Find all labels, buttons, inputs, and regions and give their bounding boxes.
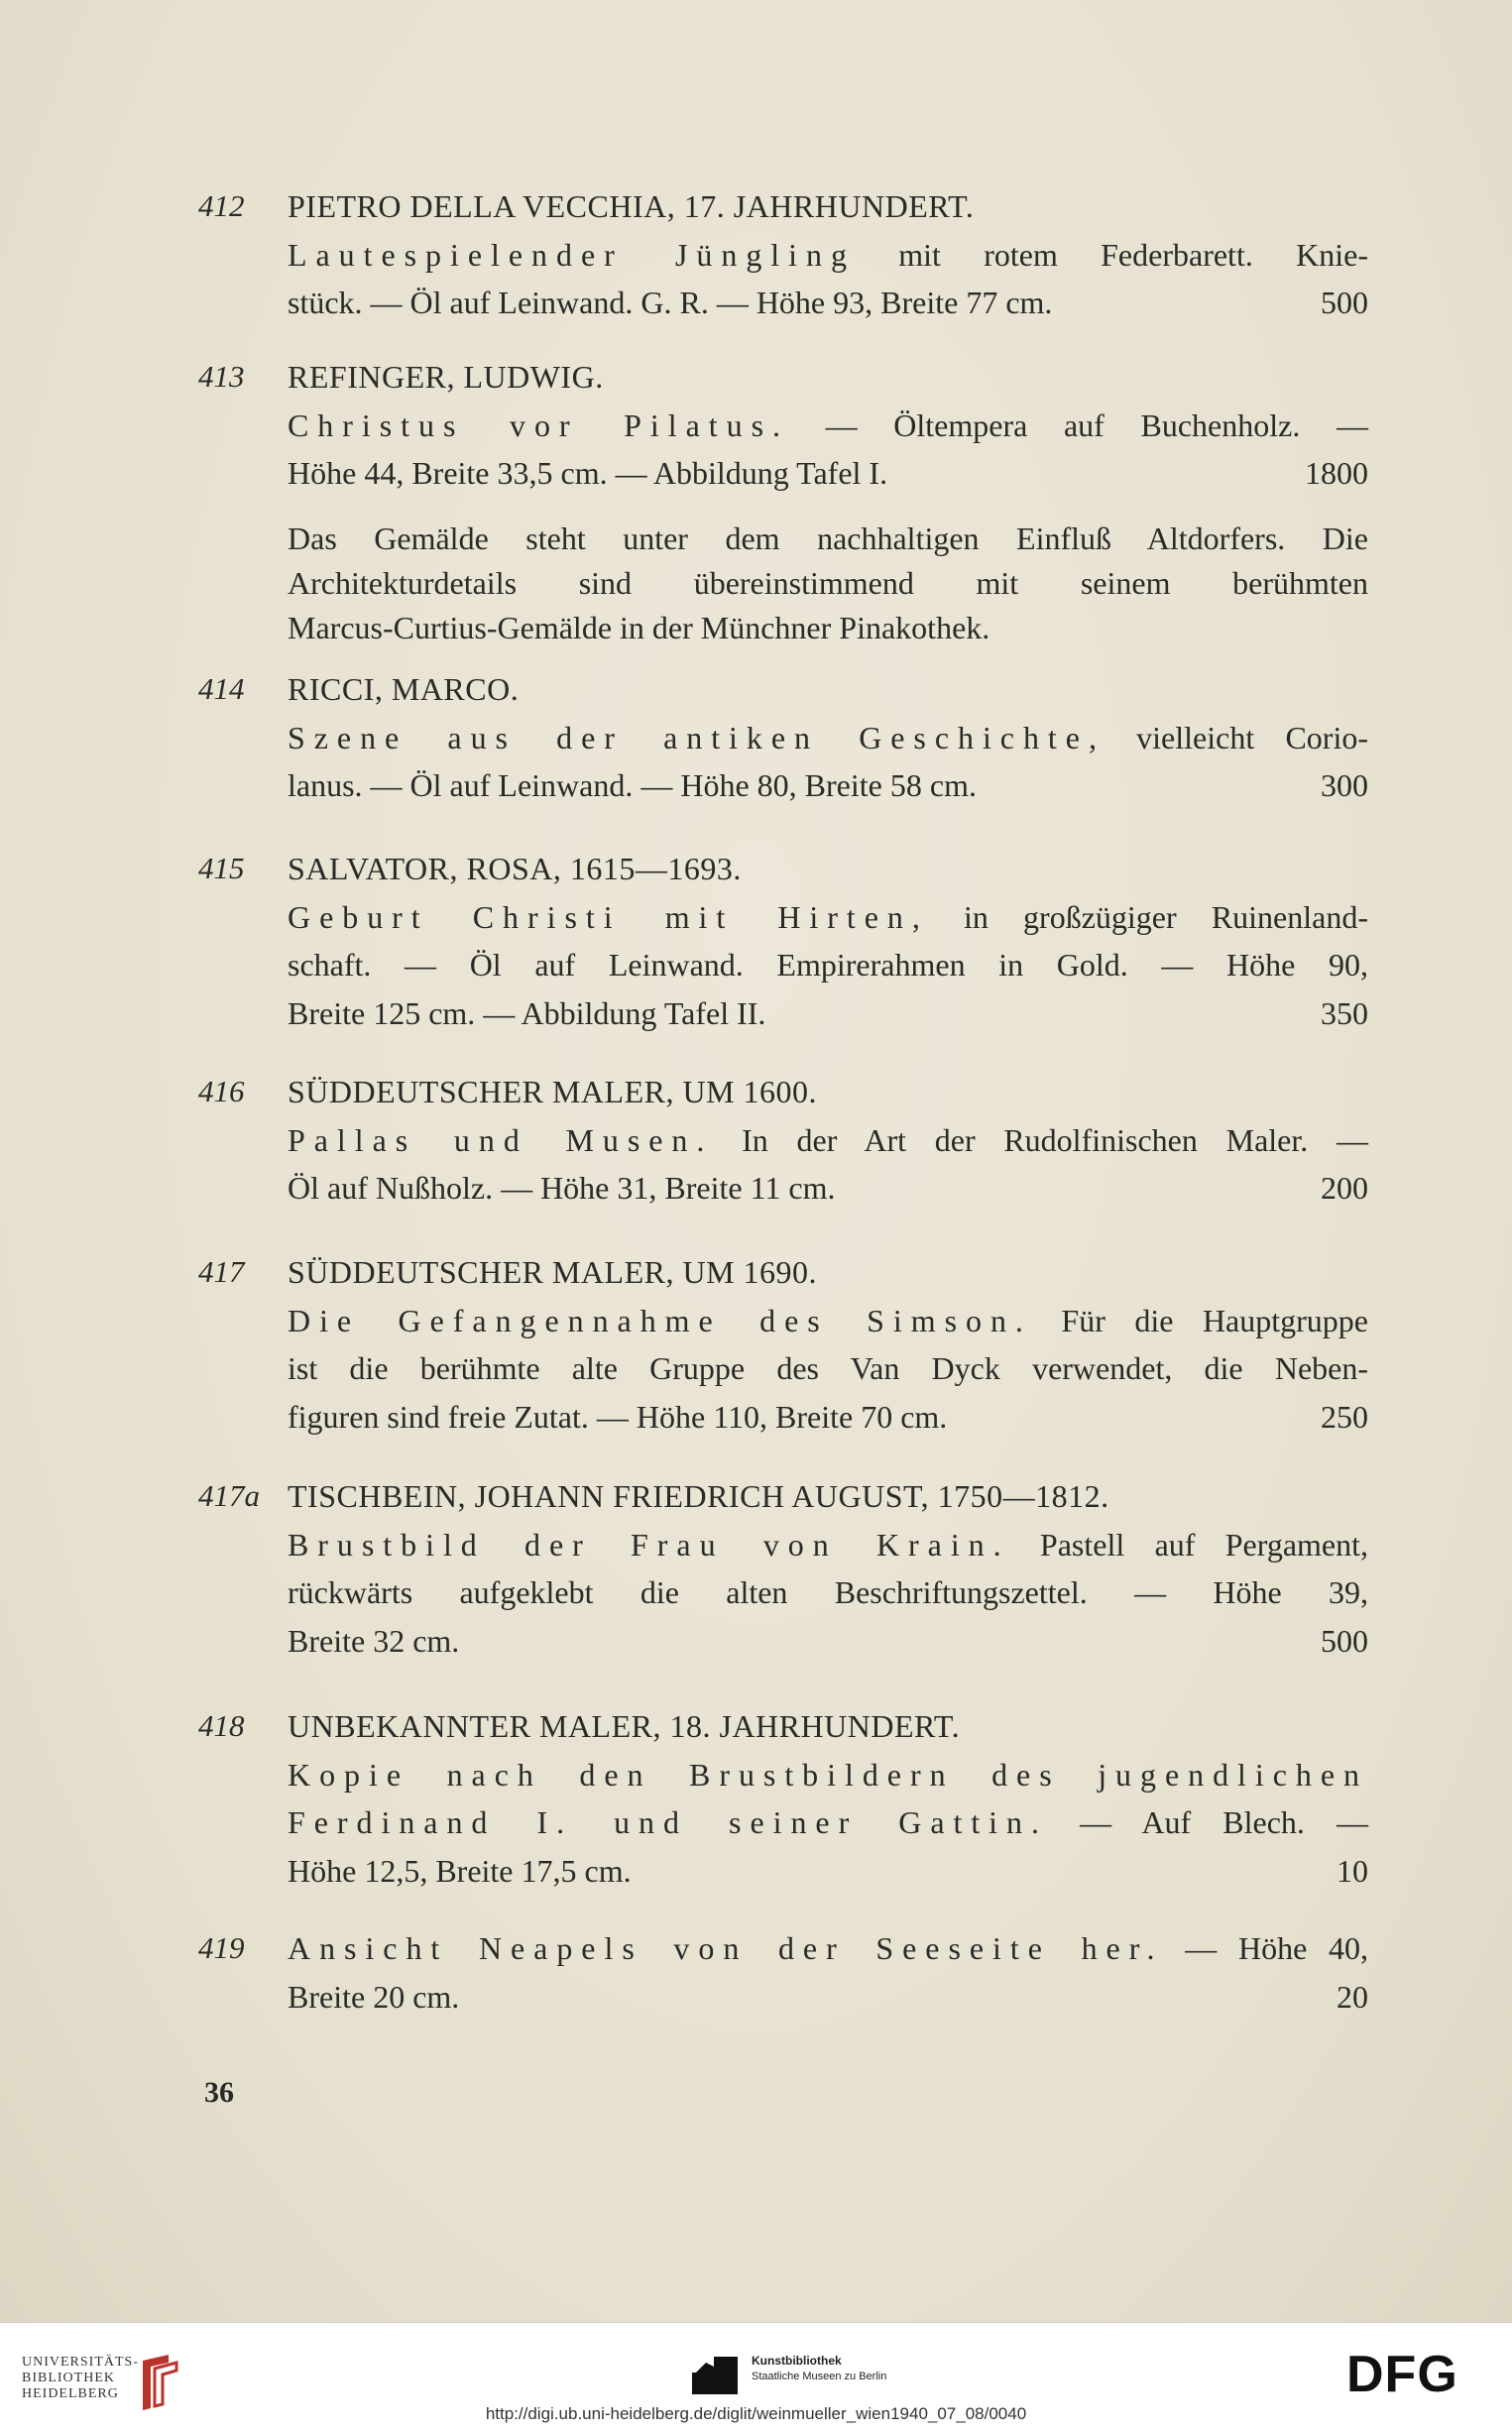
entry-note: [288, 517, 1368, 650]
description-line: [288, 989, 1368, 1038]
artist-heading: SÜDDEUTSCHER MALER, UM 1690.: [288, 1254, 818, 1290]
description-line: [288, 714, 1368, 762]
lot-number: 418: [198, 1708, 245, 1743]
description-text: In der Art der Rudolfinischen Maler. —: [713, 1121, 1368, 1158]
description-text: mit rotem Federbarett. Knie-: [855, 236, 1368, 273]
description-line: [288, 279, 1368, 327]
dfg-logo: DFG: [1346, 2346, 1458, 2403]
description-text: — Öltempera auf Buchenholz. —: [788, 406, 1368, 443]
artwork-title: Ferdinand I. und seiner Gattin.: [288, 1804, 1048, 1840]
description-line: [288, 1297, 1368, 1345]
description-text: — Höhe 40,: [1163, 1930, 1368, 1966]
note-line: Architekturdetails sind übereinstimmend mit seinem berühmten: [288, 565, 1368, 601]
artwork-title: Pallas und Musen.: [288, 1121, 714, 1158]
kunstbibliothek-logo-icon: [692, 2351, 740, 2394]
description-text: Höhe 12,5, Breite 17,5 cm.: [288, 1852, 632, 1889]
description-line: [288, 893, 1368, 942]
description-line: rückwärts aufgeklebt die alten Beschriftungszettel. — Höhe 39,: [288, 1574, 1368, 1610]
artwork-title: Ansicht Neapels von der Seeseite her.: [288, 1930, 1164, 1966]
price: 1800: [1305, 455, 1368, 491]
artwork-title: Szene aus der antiken Geschichte,: [288, 719, 1105, 755]
description-line: [288, 1924, 1368, 1973]
kunstbibliothek-title: Kunstbibliothek: [752, 2354, 842, 2368]
artwork-title: Christus vor Pilatus.: [288, 406, 789, 443]
description-text: stück. — Öl auf Leinwand. G. R. — Höhe 93, Breite 77 cm.: [288, 285, 1053, 320]
artist-heading: SALVATOR, ROSA, 1615—1693.: [288, 851, 742, 886]
price: 20: [1337, 1978, 1368, 2015]
description-line: [288, 1617, 1368, 1666]
description-line: [288, 1116, 1368, 1165]
library-name-line: BIBLIOTHEK: [22, 2371, 115, 2385]
artist-heading: RICCI, MARCO.: [288, 671, 520, 707]
description-line: [288, 449, 1368, 498]
price: 500: [1321, 1622, 1368, 1659]
artist-heading: TISCHBEIN, JOHANN FRIEDRICH AUGUST, 1750—1812.: [288, 1478, 1109, 1514]
kunstbibliothek-subtitle: Staatliche Museen zu Berlin: [752, 2371, 887, 2382]
description-line: [288, 1798, 1368, 1847]
artist-heading: UNBEKANNTER MALER, 18. JAHRHUNDERT.: [288, 1708, 961, 1744]
library-name-line: UNIVERSITÄTS-: [22, 2355, 139, 2370]
note-line: Marcus-Curtius-Gemälde in der Münchner Pinakothek.: [288, 610, 990, 645]
source-url-link[interactable]: http://digi.ub.uni-heidelberg.de/diglit/weinmueller_wien1940_07_08/0040: [485, 2404, 1027, 2423]
description-text: Öl auf Nußholz. — Höhe 31, Breite 11 cm.: [288, 1170, 836, 1206]
lot-number: 417a: [198, 1478, 260, 1513]
artwork-title: Die Gefangennahme des Simson.: [288, 1302, 1032, 1338]
lot-number: 413: [198, 359, 245, 394]
description-line: [288, 761, 1368, 810]
description-line: [288, 402, 1368, 450]
description-line: [288, 231, 1368, 280]
footer-bar: [0, 2322, 1512, 2433]
description-line: [288, 1847, 1368, 1896]
description-line: [288, 1973, 1368, 2022]
price: 500: [1321, 285, 1368, 320]
description-line: [288, 1751, 1368, 1799]
price: 10: [1337, 1852, 1368, 1889]
artwork-title: Kopie nach den Brustbildern des jugendlichen: [288, 1756, 1368, 1793]
price: 250: [1321, 1398, 1368, 1435]
description-text: Breite 32 cm.: [288, 1622, 460, 1659]
description-line: [288, 1393, 1368, 1442]
price: 350: [1321, 994, 1368, 1031]
university-library-logo-icon: [137, 2353, 182, 2412]
kunstbibliothek-label: [752, 2353, 886, 2384]
description-line: ist die berühmte alte Gruppe des Van Dyck verwendet, die Neben-: [288, 1350, 1368, 1386]
description-line: [288, 1164, 1368, 1213]
page-number: 36: [204, 2076, 234, 2109]
description-text: Für die Hauptgruppe: [1031, 1302, 1369, 1338]
description-text: — Auf Blech. —: [1047, 1804, 1369, 1840]
description-text: figuren sind freie Zutat. — Höhe 110, Breite 70 cm.: [288, 1398, 948, 1435]
university-library-name: [22, 2355, 139, 2402]
description-text: Breite 125 cm. — Abbildung Tafel II.: [288, 994, 766, 1031]
artist-heading: PIETRO DELLA VECCHIA, 17. JAHRHUNDERT.: [288, 188, 975, 224]
library-name-line: HEIDELBERG: [22, 2386, 119, 2401]
lot-number: 416: [198, 1074, 245, 1108]
lot-number: 415: [198, 851, 245, 885]
note-line: Das Gemälde steht unter dem nachhaltigen Einfluß Altdorfers. Die: [288, 521, 1368, 556]
price: 300: [1321, 767, 1368, 803]
artist-heading: SÜDDEUTSCHER MALER, UM 1600.: [288, 1074, 818, 1109]
description-line: [288, 1521, 1368, 1569]
artwork-title: Brustbild der Frau von Krain.: [288, 1526, 1010, 1563]
description-text: Pastell auf Pergament,: [1009, 1526, 1369, 1563]
lot-number: 412: [198, 188, 245, 223]
description-text: Breite 20 cm.: [288, 1978, 460, 2015]
artwork-title: Lautespielender Jüngling: [288, 236, 856, 273]
price: 200: [1321, 1170, 1368, 1206]
description-text: in großzügiger Ruinenland-: [928, 898, 1368, 935]
description-text: vielleicht Corio-: [1105, 719, 1368, 755]
lot-number: 419: [198, 1930, 245, 1965]
lot-number: 414: [198, 671, 245, 706]
description-text: Höhe 44, Breite 33,5 cm. — Abbildung Tafel I.: [288, 455, 888, 491]
artwork-title: Geburt Christi mit Hirten,: [288, 898, 929, 935]
description-text: lanus. — Öl auf Leinwand. — Höhe 80, Breite 58 cm.: [288, 767, 977, 803]
description-line: schaft. — Öl auf Leinwand. Empirerahmen in Gold. — Höhe 90,: [288, 947, 1368, 983]
lot-number: 417: [198, 1254, 245, 1289]
artist-heading: REFINGER, LUDWIG.: [288, 359, 604, 395]
